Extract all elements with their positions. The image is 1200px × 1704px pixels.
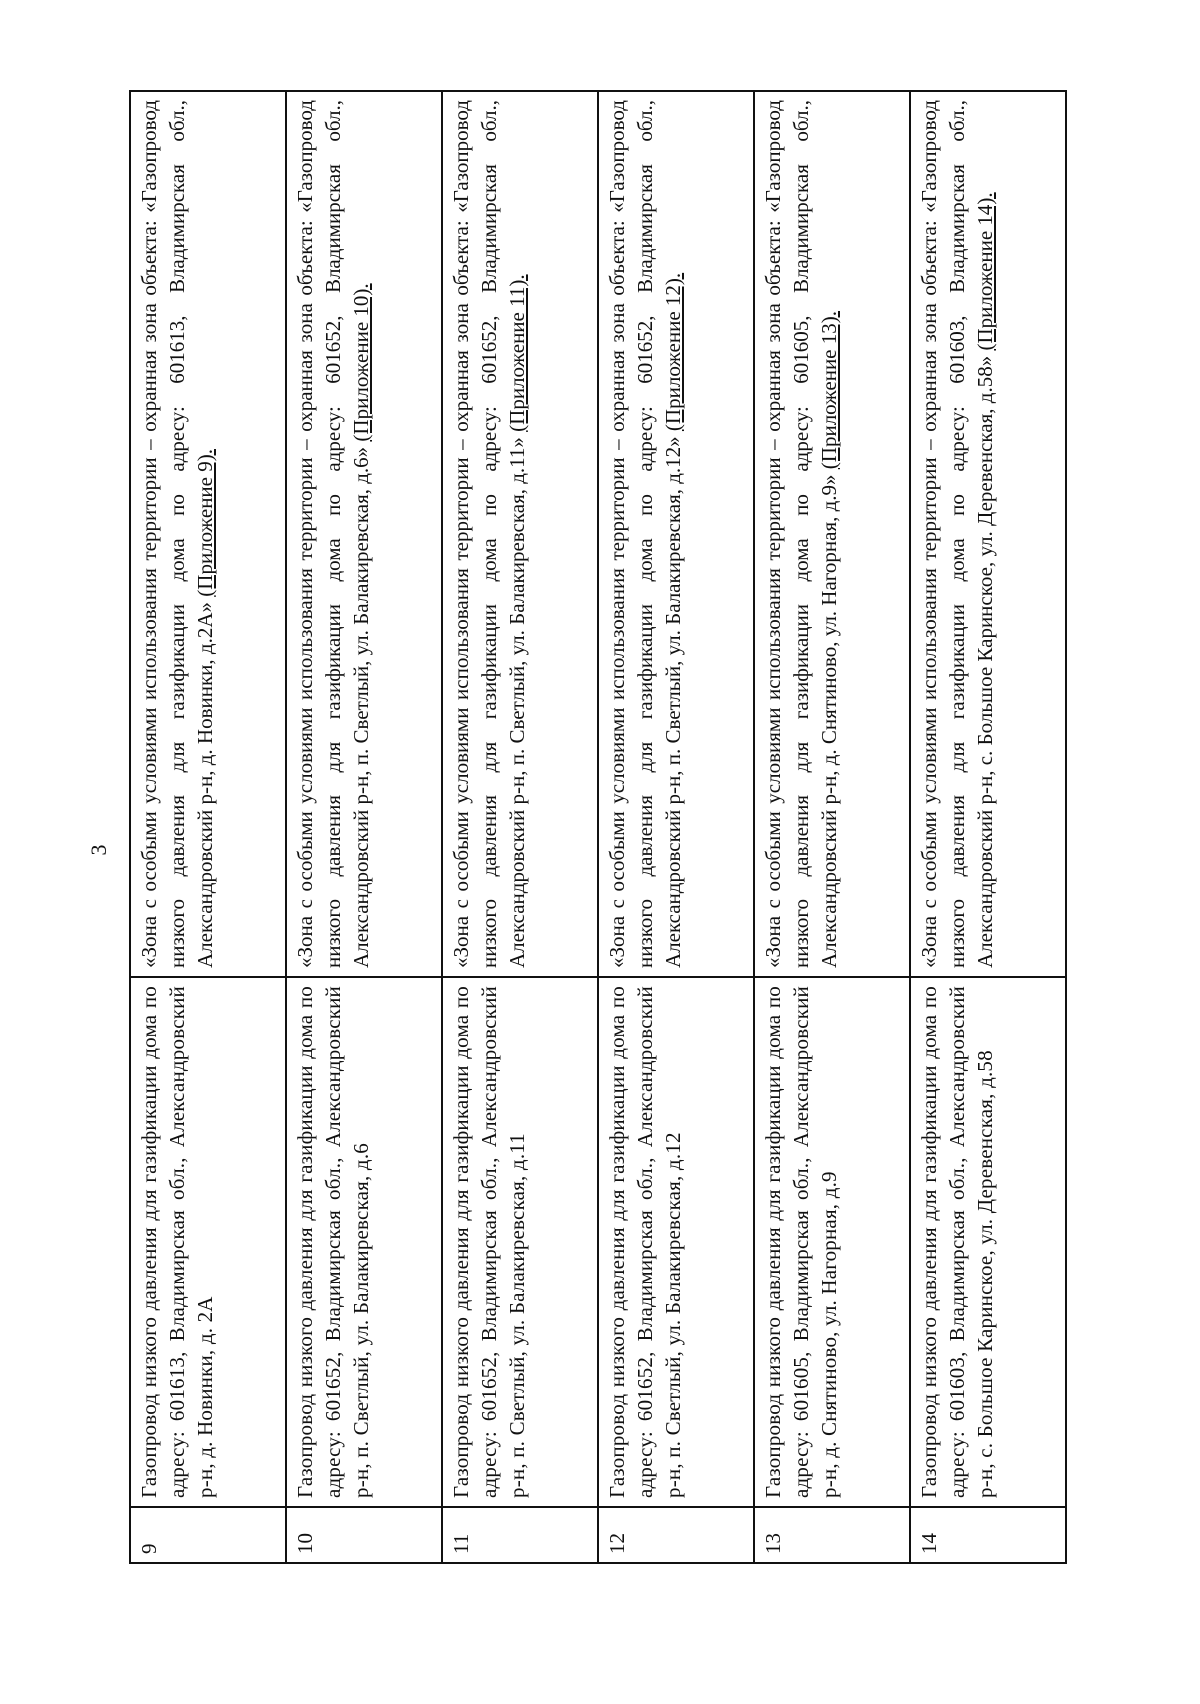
zone-description-text: «Зона с особыми условиями использования территории – охранная зона объекта: «Газопровод низкого давления для газификации дома по адресу: 601652, Владимирская обл., Александровский р-н, п. Светлый, ул. Балакиревская, д.11» bbox=[449, 100, 529, 968]
row-number: 10 bbox=[286, 1507, 442, 1563]
table-row bbox=[598, 91, 754, 1563]
appendix-reference: (Приложение 9). bbox=[193, 449, 217, 597]
object-name: Газопровод низкого давления для газификации дома по адресу: 601652, Владимирская обл., Александровский р-н, п. Светлый, ул. Балакиревская, д.6 bbox=[286, 977, 442, 1507]
zone-description-text: «Зона с особыми условиями использования территории – охранная зона объекта: «Газопровод низкого давления для газификации дома по адресу: 601613, Владимирская обл., Александровский р-н, д. Новинки, д.2А» bbox=[137, 100, 217, 968]
zone-description bbox=[130, 91, 286, 977]
zone-description-text: «Зона с особыми условиями использования территории – охранная зона объекта: «Газопровод низкого давления для газификации дома по адресу: 601652, Владимирская обл., Александровский р-н, п. Светлый, ул. Балакиревская, д.6» bbox=[293, 100, 373, 968]
table-row bbox=[442, 91, 598, 1563]
table-row bbox=[910, 91, 1066, 1563]
zone-description bbox=[598, 91, 754, 977]
zone-description-text: «Зона с особыми условиями использования территории – охранная зона объекта: «Газопровод низкого давления для газификации дома по адресу: 601605, Владимирская обл., Александровский р-н, д. Снятиново, ул. Нагорная, д.9» bbox=[761, 100, 841, 968]
table-row bbox=[130, 91, 286, 1563]
row-number: 12 bbox=[598, 1507, 754, 1563]
object-name: Газопровод низкого давления для газификации дома по адресу: 601605, Владимирская обл., Александровский р-н, д. Снятиново, ул. Нагорная, д.9 bbox=[754, 977, 910, 1507]
registry-table-body bbox=[130, 91, 1066, 1563]
row-number: 11 bbox=[442, 1507, 598, 1563]
object-name: Газопровод низкого давления для газификации дома по адресу: 601613, Владимирская обл., Александровский р-н, д. Новинки, д. 2А bbox=[130, 977, 286, 1507]
appendix-reference: (Приложение 13). bbox=[817, 311, 841, 470]
appendix-reference: (Приложение 10). bbox=[349, 283, 373, 442]
zone-description bbox=[754, 91, 910, 977]
row-number: 9 bbox=[130, 1507, 286, 1563]
object-name: Газопровод низкого давления для газификации дома по адресу: 601652, Владимирская обл., Александровский р-н, п. Светлый, ул. Балакиревская, д.11 bbox=[442, 977, 598, 1507]
appendix-reference: (Приложение 11). bbox=[505, 274, 529, 432]
zone-description-text: «Зона с особыми условиями использования территории – охранная зона объекта: «Газопровод низкого давления для газификации дома по адресу: 601652, Владимирская обл., Александровский р-н, п. Светлый, ул. Балакиревская, д.12» bbox=[605, 100, 685, 968]
rotated-table-container bbox=[129, 90, 1067, 1564]
table-rotation-frame bbox=[129, 90, 1067, 1564]
registry-table bbox=[129, 90, 1067, 1564]
table-row bbox=[286, 91, 442, 1563]
appendix-reference: (Приложение 12). bbox=[661, 272, 685, 432]
object-name: Газопровод низкого давления для газификации дома по адресу: 601652, Владимирская обл., Александровский р-н, п. Светлый, ул. Балакиревская, д.12 bbox=[598, 977, 754, 1507]
row-number: 14 bbox=[910, 1507, 1066, 1563]
object-name: Газопровод низкого давления для газификации дома по адресу: 601603, Владимирская обл., Александровский р-н, с. Большое Каринское, ул. Деревенская, д.58 bbox=[910, 977, 1066, 1507]
zone-description-text: «Зона с особыми условиями использования территории – охранная зона объекта: «Газопровод низкого давления для газификации дома по адресу: 601603, Владимирская обл., Александровский р-н, с. Большое Каринское, ул. Деревенская, д.58» bbox=[917, 100, 997, 968]
zone-description bbox=[910, 91, 1066, 977]
zone-description bbox=[286, 91, 442, 977]
zone-description bbox=[442, 91, 598, 977]
page-number: 3 bbox=[86, 844, 111, 856]
row-number: 13 bbox=[754, 1507, 910, 1563]
table-row bbox=[754, 91, 910, 1563]
appendix-reference: (Приложение 14). bbox=[973, 192, 997, 351]
